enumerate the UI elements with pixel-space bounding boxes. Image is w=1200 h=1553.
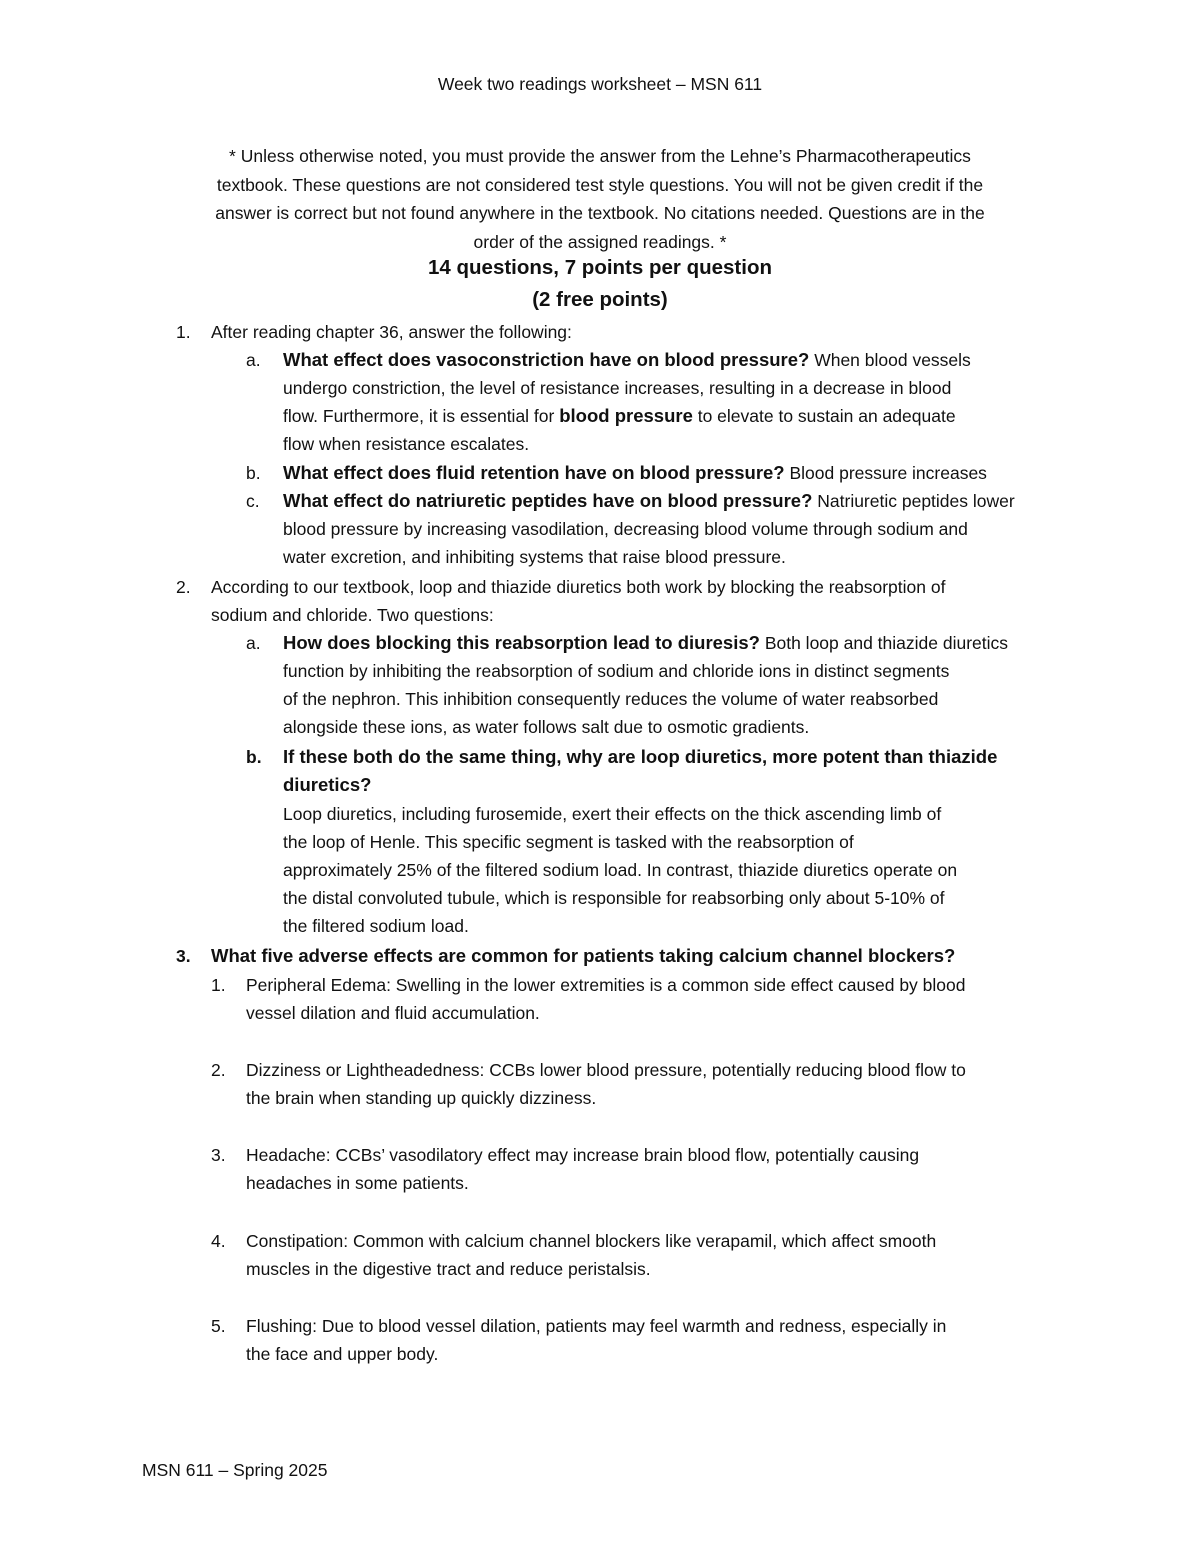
answer-line: alongside these ions, as water follows salt due to osmotic gradients. <box>283 717 810 737</box>
answer-line: the loop of Henle. This specific segment is tasked with the reabsorption of <box>283 832 854 852</box>
answer-line <box>283 346 971 375</box>
answer-text: flow. Furthermore, it is essential for <box>283 406 560 426</box>
sub-marker: c. <box>246 491 260 511</box>
answer-line <box>283 487 1015 516</box>
answer-line: blood pressure by increasing vasodilation, decreasing blood volume through sodium and <box>283 519 968 539</box>
question-number: 2. <box>176 577 191 597</box>
answer-line: the distal convoluted tubule, which is responsible for reabsorbing only about 5-10% of <box>283 888 945 908</box>
sub-question: diuretics? <box>283 774 372 795</box>
question-number: 1. <box>176 322 191 342</box>
answer-text: to elevate to sustain an adequate <box>692 406 956 426</box>
page-header: Week two readings worksheet – MSN 611 <box>437 74 763 94</box>
list-item-line: Flushing: Due to blood vessel dilation, patients may feel warmth and redness, especially in <box>246 1316 947 1336</box>
sub-marker: a. <box>246 633 261 653</box>
question-number: 3. <box>176 946 191 966</box>
list-item-line: Headache: CCBs’ vasodilatory effect may increase brain blood flow, potentially causing <box>246 1145 920 1165</box>
sub-marker: b. <box>246 747 262 767</box>
answer-line <box>283 629 1008 658</box>
instructions-line: * Unless otherwise noted, you must provide the answer from the Lehne’s Pharmacotherapeutics <box>229 146 971 166</box>
question-text: What five adverse effects are common for patients taking calcium channel blockers? <box>211 945 956 966</box>
answer-line: flow when resistance escalates. <box>283 434 530 454</box>
instructions-line: answer is correct but not found anywhere in the textbook. No citations needed. Questions are in the <box>215 203 985 224</box>
sub-question: How does blocking this reabsorption lead to diuresis? <box>283 632 760 653</box>
points-heading: 14 questions, 7 points per question <box>428 256 772 279</box>
sub-question: What effect do natriuretic peptides have on blood pressure? <box>283 490 813 511</box>
free-points-heading: (2 free points) <box>532 288 668 311</box>
sub-question: What effect does vasoconstriction have on blood pressure? <box>283 349 810 370</box>
question-text: sodium and chloride. Two questions: <box>211 605 494 625</box>
answer-line: of the nephron. This inhibition consequently reduces the volume of water reabsorbed <box>283 689 939 709</box>
answer-text: Both loop and thiazide diuretics <box>759 633 1009 653</box>
answer-text: Blood pressure increases <box>784 463 987 483</box>
instructions-paragraph <box>150 142 1050 256</box>
list-marker: 3. <box>211 1145 226 1165</box>
list-item-line: Dizziness or Lightheadedness: CCBs lower blood pressure, potentially reducing blood flow to <box>246 1060 966 1080</box>
page-footer: MSN 611 – Spring 2025 <box>142 1460 328 1480</box>
list-marker: 2. <box>211 1060 226 1080</box>
answer-text: Natriuretic peptides lower <box>812 491 1015 511</box>
answer-emphasis: blood pressure <box>559 405 693 426</box>
answer-line: the filtered sodium load. <box>283 916 469 936</box>
answer-line: approximately 25% of the filtered sodium load. In contrast, thiazide diuretics operate on <box>283 860 958 880</box>
list-item-line: muscles in the digestive tract and reduce peristalsis. <box>246 1259 651 1279</box>
list-marker: 4. <box>211 1231 226 1251</box>
answer-line <box>283 402 956 431</box>
answer-line: function by inhibiting the reabsorption of sodium and chloride ions in distinct segments <box>283 661 950 681</box>
answer-line: water excretion, and inhibiting systems that raise blood pressure. <box>283 547 786 567</box>
list-item-line: the brain when standing up quickly dizziness. <box>246 1088 597 1108</box>
sub-marker: b. <box>246 463 261 483</box>
question-text: After reading chapter 36, answer the following: <box>211 322 572 342</box>
sub-marker: a. <box>246 350 261 370</box>
list-item-line: Peripheral Edema: Swelling in the lower extremities is a common side effect caused by blood <box>246 975 966 995</box>
answer-text: When blood vessels <box>809 350 971 370</box>
sub-question: If these both do the same thing, why are loop diuretics, more potent than thiazide <box>283 746 998 767</box>
list-item-line: vessel dilation and fluid accumulation. <box>246 1003 540 1023</box>
instructions-line: textbook. These questions are not considered test style questions. You will not be given credit if the <box>216 174 984 195</box>
sub-question: What effect does fluid retention have on blood pressure? <box>283 462 785 483</box>
answer-line <box>283 459 987 488</box>
question-text: According to our textbook, loop and thiazide diuretics both work by blocking the reabsorption of <box>211 577 946 597</box>
answer-line: Loop diuretics, including furosemide, exert their effects on the thick ascending limb of <box>283 804 942 824</box>
list-item-line: the face and upper body. <box>246 1344 439 1364</box>
list-marker: 5. <box>211 1316 226 1336</box>
list-marker: 1. <box>211 975 226 995</box>
list-item-line: Constipation: Common with calcium channel blockers like verapamil, which affect smooth <box>246 1231 937 1251</box>
answer-line: undergo constriction, the level of resistance increases, resulting in a decrease in blood <box>283 378 952 398</box>
list-item-line: headaches in some patients. <box>246 1173 469 1193</box>
instructions-line: order of the assigned readings. * <box>473 231 727 252</box>
